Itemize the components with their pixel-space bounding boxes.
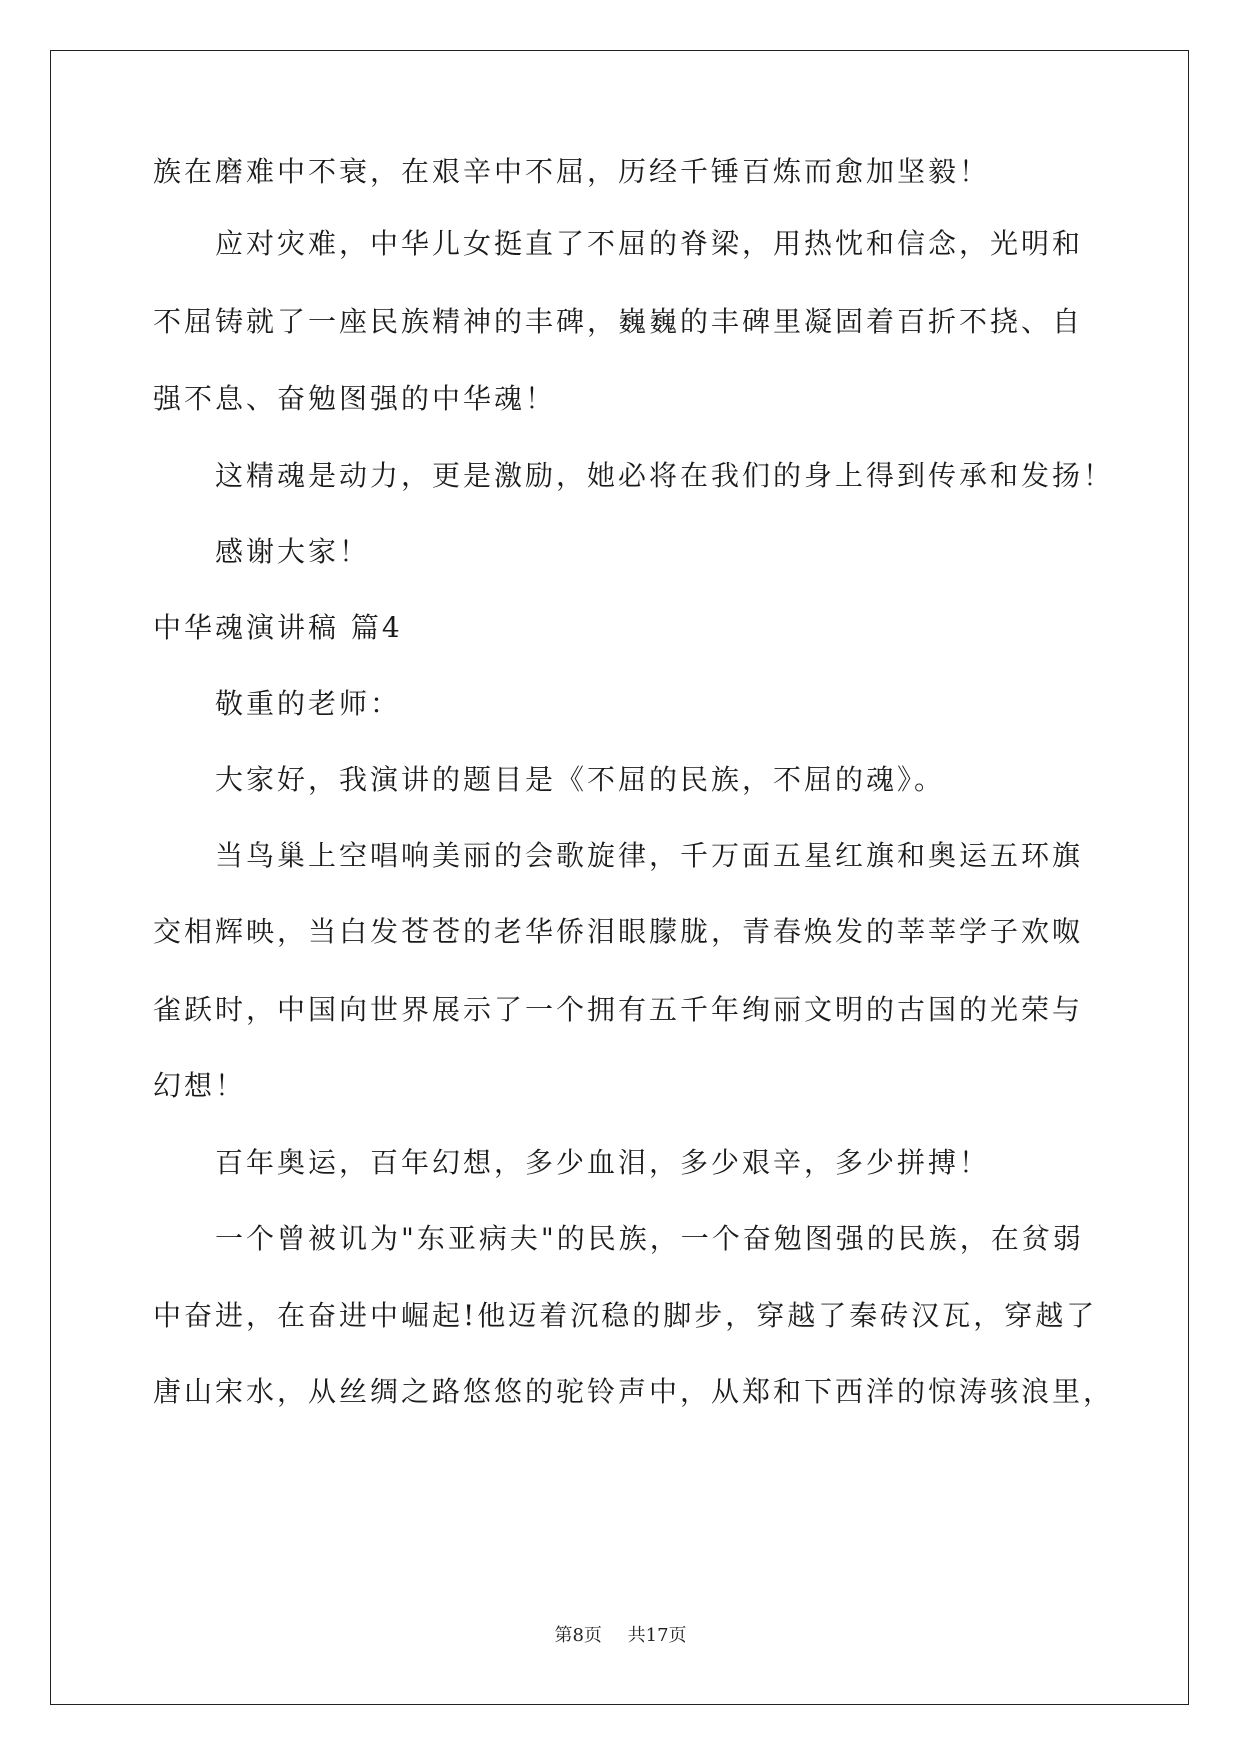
page-footer <box>0 1624 1241 1648</box>
text-line: 幻想！ <box>153 1069 247 1102</box>
text-line: 敬重的老师： <box>215 687 402 720</box>
text-line: 唐山宋水，从丝绸之路悠悠的驼铃声中，从郑和下西洋的惊涛骇浪里， <box>153 1375 1115 1408</box>
text-line: 应对灾难，中华儿女挺直了不屈的脊梁，用热忱和信念，光明和 <box>215 227 1084 260</box>
text-line: 交相辉映，当白发苍苍的老华侨泪眼朦胧，青春焕发的莘莘学子欢呶 <box>153 915 1084 948</box>
text-line: 一个曾被讥为"东亚病夫"的民族，一个奋勉图强的民族，在贫弱 <box>215 1222 1084 1255</box>
text-line: 不屈铸就了一座民族精神的丰碑，巍巍的丰碑里凝固着百折不挠、自 <box>153 305 1084 338</box>
text-line: 这精魂是动力，更是激励，她必将在我们的身上得到传承和发扬！ <box>215 459 1115 492</box>
section-heading: 中华魂演讲稿 篇4 <box>153 611 403 644</box>
page-total: 共17页 <box>627 1625 687 1646</box>
text-line: 中奋进，在奋进中崛起!他迈着沉稳的脚步，穿越了秦砖汉瓦，穿越了 <box>153 1299 1098 1332</box>
text-line: 感谢大家！ <box>215 535 371 568</box>
text-line: 大家好，我演讲的题目是《不屈的民族，不屈的魂》。 <box>215 763 946 796</box>
text-line: 百年奥运，百年幻想，多少血泪，多少艰辛，多少拼搏！ <box>215 1146 991 1179</box>
text-line: 强不息、奋勉图强的中华魂！ <box>153 382 557 415</box>
text-line: 当鸟巢上空唱响美丽的会歌旋律，千万面五星红旗和奥运五环旗 <box>215 839 1084 872</box>
page-number: 第8页 <box>554 1625 602 1646</box>
text-line: 族在磨难中不衰，在艰辛中不屈，历经千锤百炼而愈加坚毅！ <box>153 155 991 188</box>
page-border <box>50 50 1189 1705</box>
text-line: 雀跃时，中国向世界展示了一个拥有五千年绚丽文明的古国的光荣与 <box>153 993 1084 1026</box>
